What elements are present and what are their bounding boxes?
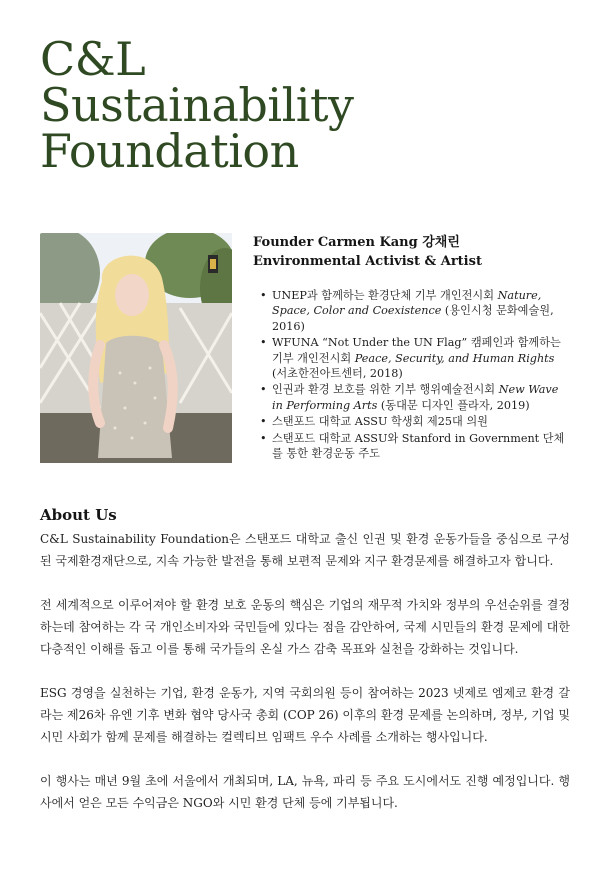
page-title [40, 32, 354, 178]
bio-item: • UNEP과 함께하는 환경단체 기부 개인전시회 Nature, Space, Color and Coexistence (용인시청 문화예술원, 2016) [272, 288, 572, 334]
founder-name: Founder Carmen Kang 강채린 [253, 235, 460, 250]
title-line: C&L [40, 32, 146, 86]
about-paragraph: 이 행사는 매년 9월 초에 서울에서 개최되며, LA, 뉴욕, 파리 등 주요 도시에서도 진행 예정입니다. 행사에서 얻은 모든 수익금은 NGO와 시민 환경 단체 등에 기부됩니다. [40, 774, 570, 810]
about-heading: About Us [40, 506, 117, 524]
founder-photo [40, 233, 232, 463]
bio-item: • 스탠포드 대학교 ASSU 학생회 제25대 의원 [272, 414, 572, 429]
title-line: Foundation [40, 124, 299, 178]
title-line: Sustainability [40, 78, 354, 132]
portrait-photo-icon [40, 233, 232, 463]
founder-bio-list [272, 288, 572, 462]
about-paragraph: C&L Sustainability Foundation은 스탠포드 대학교 출신 인권 및 환경 운동가들을 중심으로 구성된 국제환경재단으로, 지속 가능한 발전을 통해 보편적 문제와 지구 환경문제를 해결하고자 합니다. [40, 532, 570, 568]
about-section [40, 528, 570, 836]
bio-item: • 스탠포드 대학교 ASSU와 Stanford in Government 단체를 통한 환경운동 주도 [272, 431, 572, 462]
about-paragraph: ESG 경영을 실천하는 기업, 환경 운동가, 지역 국회의원 등이 참여하는 2023 넷제로 엠제코 환경 갈라는 제26차 유엔 기후 변화 협약 당사국 총회 (COP 26) 이후의 환경 문제를 논의하며, 정부, 기업 및 시민 사회가 함께 문제를 해결하는 컬렉티브 임팩트 우수 사례를 소개하는 행사입니다. [40, 686, 570, 744]
founder-info [253, 233, 482, 271]
founder-role: Environmental Activist & Artist [253, 254, 482, 269]
bio-item: • WFUNA “Not Under the UN Flag” 캠페인과 함께하는 기부 개인전시회 Peace, Security, and Human Rights (서초한전아트센터, 2018) [272, 335, 572, 381]
bio-item: • 인권과 환경 보호를 위한 기부 행위예술전시회 New Wave in Performing Arts (동대문 디자인 플라자, 2019) [272, 382, 572, 413]
about-paragraph: 전 세계적으로 이루어져야 할 환경 보호 운동의 핵심은 기업의 재무적 가치와 정부의 우선순위를 결정하는데 참여하는 각 국 개인소비자와 국민들에 있다는 점을 감안하여, 국제 시민들의 환경 문제에 대한 다층적인 이해를 돕고 이를 통해 국가들의 온실 가스 감축 목표와 실천을 강화하는 것입니다. [40, 598, 570, 656]
